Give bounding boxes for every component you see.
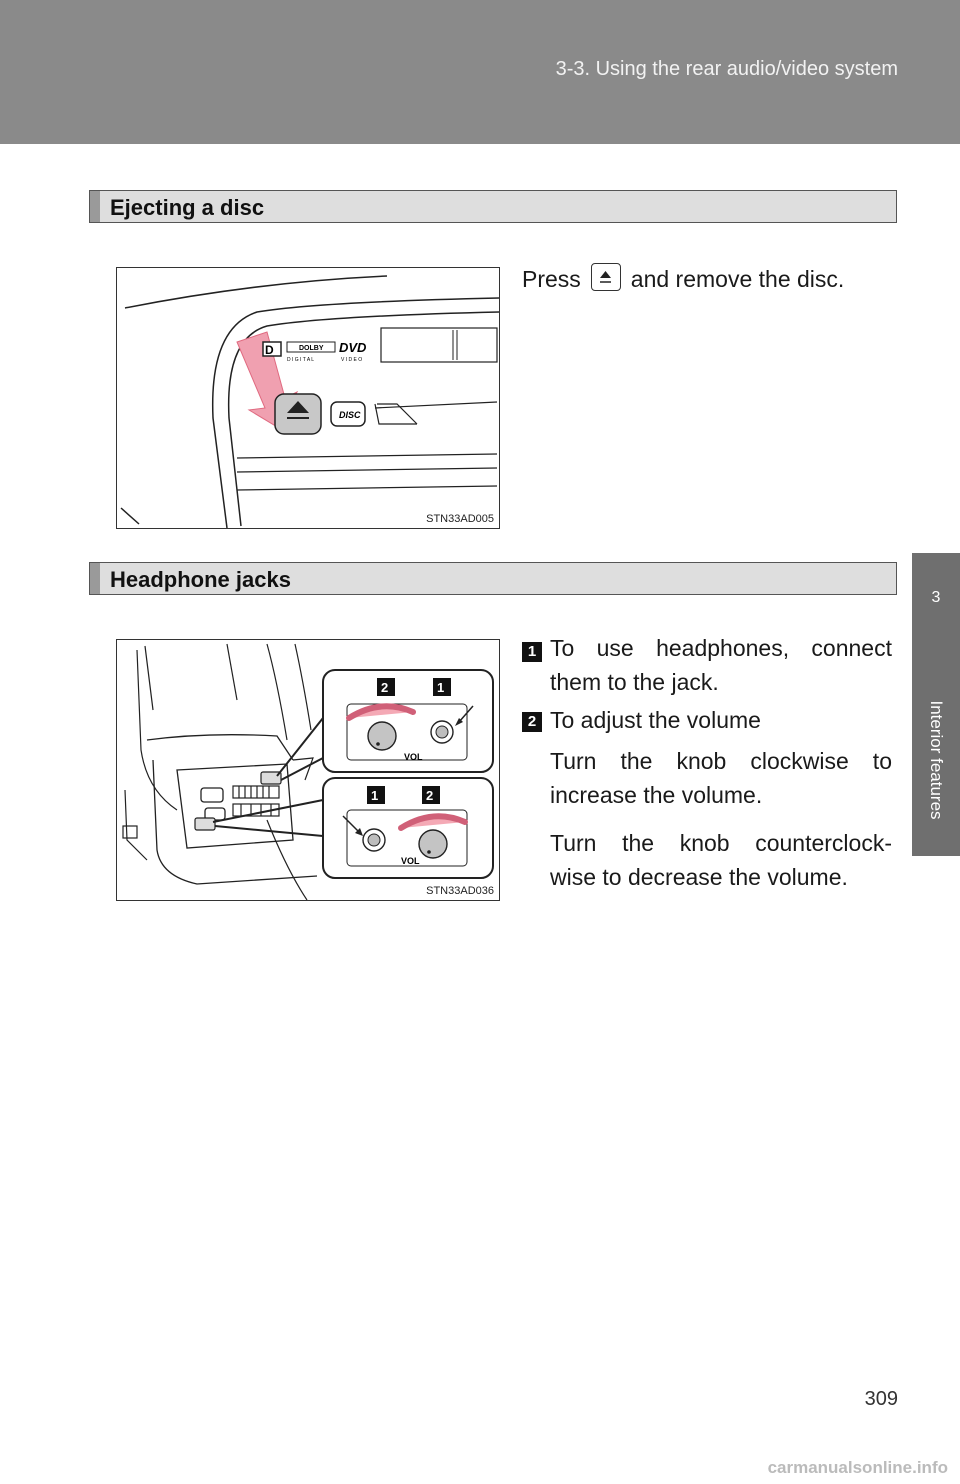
dvd-label: DVD xyxy=(339,340,367,355)
section-bar-eject xyxy=(89,190,897,223)
digital-label: D I G I T A L xyxy=(287,357,315,363)
item-1-line1: To use headphones, connect xyxy=(550,635,892,661)
counterclockwise-line1: Turn the knob counterclock- xyxy=(550,830,892,856)
disc-button-label: DISC xyxy=(339,410,361,420)
header-band xyxy=(0,0,960,144)
eject-instruction xyxy=(522,262,844,296)
item-number-1: 1 xyxy=(522,642,542,662)
svg-text:D: D xyxy=(265,343,274,357)
vol-label-bottom: VOL xyxy=(401,856,420,866)
page-number: 309 xyxy=(864,1388,898,1410)
callout-top-left: 2 xyxy=(381,680,389,695)
watermark: carmanualsonline.info xyxy=(767,1458,948,1477)
eject-figure xyxy=(116,267,500,529)
section-title-headphone: Headphone jacks xyxy=(110,567,291,592)
headphone-figure-code: STN33AD036 xyxy=(426,885,494,897)
chapter-number: 3 xyxy=(931,589,941,606)
headphone-illustration xyxy=(117,640,500,901)
headphone-figure xyxy=(116,639,500,901)
dolby-label: DOLBY xyxy=(299,345,324,352)
callout-bottom-left: 1 xyxy=(371,788,379,803)
vol-label-top: VOL xyxy=(404,752,423,762)
eject-illustration xyxy=(117,268,500,529)
callout-bottom-right: 2 xyxy=(426,788,434,803)
section-title-eject: Ejecting a disc xyxy=(110,195,265,220)
header-section-title: 3-3. Using the rear audio/video system xyxy=(555,58,898,80)
eject-icon xyxy=(591,263,621,291)
eject-text-before: Press xyxy=(522,266,581,292)
item-2-line1: To adjust the volume xyxy=(550,707,761,733)
counterclockwise-line2: wise to decrease the volume. xyxy=(550,864,848,890)
eject-figure-code: STN33AD005 xyxy=(426,513,494,525)
clockwise-line2: increase the volume. xyxy=(550,782,763,808)
eject-text-after: and remove the disc. xyxy=(630,266,845,292)
chapter-label xyxy=(921,700,951,820)
chapter-label-text: Interior features xyxy=(927,700,946,820)
eject-button-illustration xyxy=(275,394,321,434)
clockwise-line1: Turn the knob clockwise to xyxy=(550,748,892,774)
item-1-line2: them to the jack. xyxy=(550,669,719,695)
section-bar-headphone xyxy=(89,562,897,595)
item-number-2: 2 xyxy=(522,712,542,732)
video-label: V I D E O xyxy=(341,357,363,363)
callout-top-right: 1 xyxy=(437,680,445,695)
